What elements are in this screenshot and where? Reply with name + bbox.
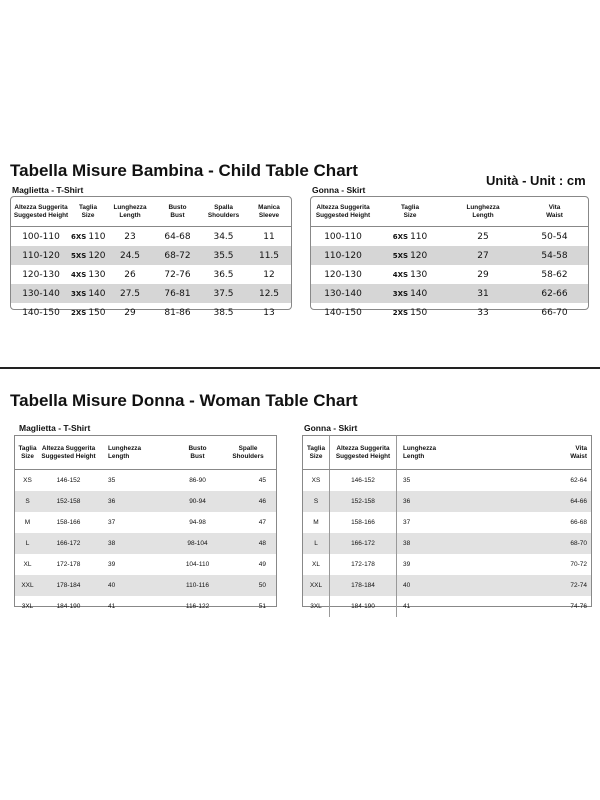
height-cell: 184-190 bbox=[330, 596, 397, 617]
height-cell: 172-178 bbox=[56, 561, 81, 568]
header-height: Altezza Suggerita Suggested Height bbox=[41, 445, 96, 460]
height-cell: 120-130 bbox=[22, 269, 60, 280]
table-row bbox=[311, 303, 588, 322]
size-cell bbox=[375, 270, 445, 280]
bust-cell: 86-90 bbox=[189, 477, 206, 484]
length-cell: 39 bbox=[108, 561, 116, 568]
size-code: 4XS bbox=[392, 270, 409, 279]
table-row bbox=[303, 596, 591, 617]
shoulders-cell: 49 bbox=[258, 561, 266, 568]
table-row bbox=[15, 533, 276, 554]
height-cell: 172-178 bbox=[330, 554, 397, 575]
waist-cell: 62-64 bbox=[570, 477, 587, 484]
size-cell bbox=[375, 308, 445, 318]
section-divider bbox=[0, 367, 600, 369]
size-code: 2XS bbox=[392, 308, 409, 317]
length-cell: 33 bbox=[477, 307, 489, 318]
woman-title: Tabella Misure Donna - Woman Table Chart bbox=[10, 391, 358, 410]
shoulders-cell: 38.5 bbox=[213, 307, 234, 318]
header-length: Lunghezza Length bbox=[466, 204, 500, 219]
size-cell: 3XL bbox=[21, 603, 34, 610]
header-shoulders: Spalle Shoulders bbox=[232, 445, 264, 460]
sleeve-cell: 12 bbox=[263, 269, 275, 280]
size-code: 6XS bbox=[392, 232, 409, 241]
length-cell: 24.5 bbox=[119, 250, 141, 261]
table-row bbox=[15, 512, 276, 533]
header-size: Taglia Size bbox=[79, 204, 97, 219]
size-cell bbox=[71, 270, 105, 280]
table-row bbox=[11, 265, 291, 284]
bust-cell: 90-94 bbox=[189, 498, 206, 505]
size-number: 110 bbox=[88, 231, 106, 242]
height-cell: 178-184 bbox=[56, 582, 81, 589]
size-number: 110 bbox=[410, 231, 428, 242]
waist-cell: 58-62 bbox=[541, 269, 568, 280]
size-code: 5XS bbox=[71, 251, 87, 260]
table-header bbox=[311, 197, 588, 227]
height-cell: 152-158 bbox=[56, 498, 81, 505]
header-bust: Busto Bust bbox=[168, 204, 187, 219]
height-cell: 184-190 bbox=[56, 603, 81, 610]
size-number: 120 bbox=[410, 250, 428, 261]
table-row bbox=[15, 470, 276, 491]
child-tshirt-table bbox=[10, 196, 292, 318]
height-cell: 166-172 bbox=[330, 533, 397, 554]
length-cell: 36 bbox=[403, 498, 411, 505]
sleeve-cell: 13 bbox=[263, 307, 275, 318]
height-cell: 130-140 bbox=[324, 288, 362, 299]
waist-cell: 70-72 bbox=[570, 561, 587, 568]
bust-cell: 98-104 bbox=[187, 540, 208, 547]
height-cell: 120-130 bbox=[324, 269, 362, 280]
height-cell: 158-166 bbox=[56, 519, 81, 526]
size-number: 140 bbox=[88, 288, 106, 299]
size-code: 6XS bbox=[71, 232, 87, 241]
child-tshirt-label: Maglietta - T-Shirt bbox=[12, 185, 84, 195]
table-row bbox=[303, 512, 591, 533]
size-cell: L bbox=[25, 540, 30, 547]
size-number: 120 bbox=[88, 250, 106, 261]
shoulders-cell: 51 bbox=[258, 603, 266, 610]
length-cell: 41 bbox=[403, 603, 411, 610]
shoulders-cell: 36.5 bbox=[213, 269, 234, 280]
height-cell: 152-158 bbox=[330, 491, 397, 512]
size-cell bbox=[71, 289, 105, 299]
size-code: 2XS bbox=[71, 308, 87, 317]
bust-cell: 72-76 bbox=[164, 269, 191, 280]
header-shoulders: Spalla Shoulders bbox=[207, 204, 240, 219]
length-cell: 40 bbox=[403, 582, 411, 589]
length-cell: 35 bbox=[108, 477, 116, 484]
child-skirt-table bbox=[310, 196, 589, 318]
header-height: Altezza Suggerita Suggested Height bbox=[315, 204, 371, 219]
header-length: Lunghezza Length bbox=[108, 445, 142, 460]
height-cell: 100-110 bbox=[22, 231, 60, 242]
waist-cell: 74-76 bbox=[570, 603, 587, 610]
size-cell bbox=[71, 232, 105, 242]
size-cell bbox=[71, 308, 105, 318]
size-number: 150 bbox=[410, 307, 428, 318]
shoulders-cell: 50 bbox=[258, 582, 266, 589]
length-cell: 23 bbox=[124, 231, 136, 242]
table-header bbox=[15, 436, 276, 470]
size-cell: XS bbox=[23, 477, 32, 484]
size-cell: M bbox=[24, 519, 31, 526]
waist-cell: 68-70 bbox=[570, 540, 587, 547]
height-cell: 178-184 bbox=[330, 575, 397, 596]
table-row bbox=[11, 303, 291, 322]
length-cell: 41 bbox=[108, 603, 116, 610]
table-header bbox=[303, 436, 591, 470]
bust-cell: 116-122 bbox=[185, 603, 210, 610]
header-size: Taglia Size bbox=[18, 445, 37, 460]
header-height: Altezza Suggerita Suggested Height bbox=[13, 204, 69, 219]
length-cell: 27 bbox=[477, 250, 489, 261]
table-row bbox=[303, 491, 591, 512]
table-row bbox=[11, 227, 291, 246]
waist-cell: 72-74 bbox=[570, 582, 587, 589]
length-cell: 39 bbox=[403, 561, 411, 568]
woman-tshirt-label: Maglietta - T-Shirt bbox=[19, 423, 91, 433]
woman-skirt-label: Gonna - Skirt bbox=[304, 423, 358, 433]
bust-cell: 110-116 bbox=[186, 582, 209, 589]
size-code: 5XS bbox=[392, 251, 409, 260]
size-cell: XXL bbox=[21, 582, 34, 589]
header-height: Altezza Suggerita Suggested Height bbox=[330, 436, 397, 469]
length-cell: 38 bbox=[108, 540, 116, 547]
size-cell: M bbox=[303, 512, 330, 533]
shoulders-cell: 34.5 bbox=[213, 231, 234, 242]
length-cell: 26 bbox=[124, 269, 136, 280]
header-waist: Vita Waist bbox=[570, 445, 587, 460]
size-cell: XL bbox=[303, 554, 330, 575]
height-cell: 146-152 bbox=[330, 470, 397, 491]
waist-cell: 64-66 bbox=[570, 498, 587, 505]
child-skirt-label: Gonna - Skirt bbox=[312, 185, 366, 195]
shoulders-cell: 46 bbox=[258, 498, 266, 505]
size-code: 3XS bbox=[392, 289, 409, 298]
height-cell: 166-172 bbox=[56, 540, 81, 547]
table-row bbox=[311, 246, 588, 265]
length-cell: 40 bbox=[108, 582, 116, 589]
size-number: 140 bbox=[410, 288, 428, 299]
table-row bbox=[11, 284, 291, 303]
height-cell: 140-150 bbox=[324, 307, 362, 318]
bust-cell: 81-86 bbox=[164, 307, 191, 318]
sleeve-cell: 11 bbox=[263, 231, 275, 242]
height-cell: 110-120 bbox=[22, 250, 60, 261]
shoulders-cell: 35.5 bbox=[213, 250, 234, 261]
table-row bbox=[311, 227, 588, 246]
shoulders-cell: 47 bbox=[258, 519, 266, 526]
size-number: 150 bbox=[88, 307, 106, 318]
waist-cell: 66-68 bbox=[570, 519, 587, 526]
size-cell: XXL bbox=[303, 575, 330, 596]
table-header bbox=[11, 197, 291, 227]
height-cell: 130-140 bbox=[22, 288, 60, 299]
bust-cell: 68-72 bbox=[164, 250, 191, 261]
table-row bbox=[311, 265, 588, 284]
waist-cell: 66-70 bbox=[541, 307, 568, 318]
length-cell: 35 bbox=[403, 477, 411, 484]
height-cell: 158-166 bbox=[330, 512, 397, 533]
length-cell: 36 bbox=[108, 498, 116, 505]
sleeve-cell: 12.5 bbox=[258, 288, 280, 299]
header-size: Taglia Size bbox=[303, 436, 330, 469]
table-row bbox=[15, 575, 276, 596]
sleeve-cell: 11.5 bbox=[258, 250, 280, 261]
size-cell bbox=[71, 251, 105, 261]
size-number: 130 bbox=[88, 269, 106, 280]
shoulders-cell: 48 bbox=[258, 540, 266, 547]
length-cell: 37 bbox=[403, 519, 411, 526]
size-code: 4XS bbox=[71, 270, 87, 279]
length-cell: 29 bbox=[477, 269, 489, 280]
header-length: Lunghezza Length bbox=[113, 204, 147, 219]
height-cell: 146-152 bbox=[56, 477, 81, 484]
size-cell: XS bbox=[303, 470, 330, 491]
waist-cell: 50-54 bbox=[541, 231, 568, 242]
length-cell: 38 bbox=[403, 540, 411, 547]
shoulders-cell: 45 bbox=[258, 477, 266, 484]
table-row bbox=[303, 533, 591, 554]
table-row bbox=[11, 246, 291, 265]
length-cell: 25 bbox=[477, 231, 489, 242]
length-cell: 29 bbox=[124, 307, 136, 318]
woman-skirt-table bbox=[302, 435, 592, 610]
length-cell: 27.5 bbox=[119, 288, 141, 299]
bust-cell: 94-98 bbox=[189, 519, 206, 526]
size-cell bbox=[375, 251, 445, 261]
size-code: 3XS bbox=[71, 289, 87, 298]
size-cell: XL bbox=[23, 561, 32, 568]
woman-tshirt-table bbox=[14, 435, 277, 610]
waist-cell: 54-58 bbox=[541, 250, 568, 261]
length-cell: 37 bbox=[108, 519, 116, 526]
unit-label: Unità - Unit : cm bbox=[486, 173, 586, 188]
header-length: Lunghezza Length bbox=[403, 445, 437, 460]
bust-cell: 104-110 bbox=[185, 561, 210, 568]
bust-cell: 64-68 bbox=[164, 231, 191, 242]
shoulders-cell: 37.5 bbox=[213, 288, 234, 299]
size-cell: 3XL bbox=[303, 596, 330, 617]
size-cell bbox=[375, 289, 445, 299]
header-waist: Vita Waist bbox=[546, 204, 563, 219]
header-bust: Busto Bust bbox=[188, 445, 207, 460]
table-row bbox=[303, 470, 591, 491]
size-cell bbox=[375, 232, 445, 242]
size-cell: S bbox=[303, 491, 330, 512]
size-cell: S bbox=[25, 498, 30, 505]
size-cell: L bbox=[303, 533, 330, 554]
child-title: Tabella Misure Bambina - Child Table Chart bbox=[10, 161, 358, 180]
table-row bbox=[15, 491, 276, 512]
height-cell: 110-120 bbox=[324, 250, 362, 261]
waist-cell: 62-66 bbox=[541, 288, 568, 299]
size-number: 130 bbox=[410, 269, 428, 280]
length-cell: 31 bbox=[477, 288, 489, 299]
height-cell: 100-110 bbox=[324, 231, 362, 242]
bust-cell: 76-81 bbox=[164, 288, 191, 299]
height-cell: 140-150 bbox=[22, 307, 60, 318]
table-row bbox=[15, 554, 276, 575]
header-sleeve: Manica Sleeve bbox=[258, 204, 280, 219]
table-row bbox=[303, 575, 591, 596]
table-row bbox=[311, 284, 588, 303]
header-size: Taglia Size bbox=[401, 204, 419, 219]
table-row bbox=[15, 596, 276, 617]
table-row bbox=[303, 554, 591, 575]
